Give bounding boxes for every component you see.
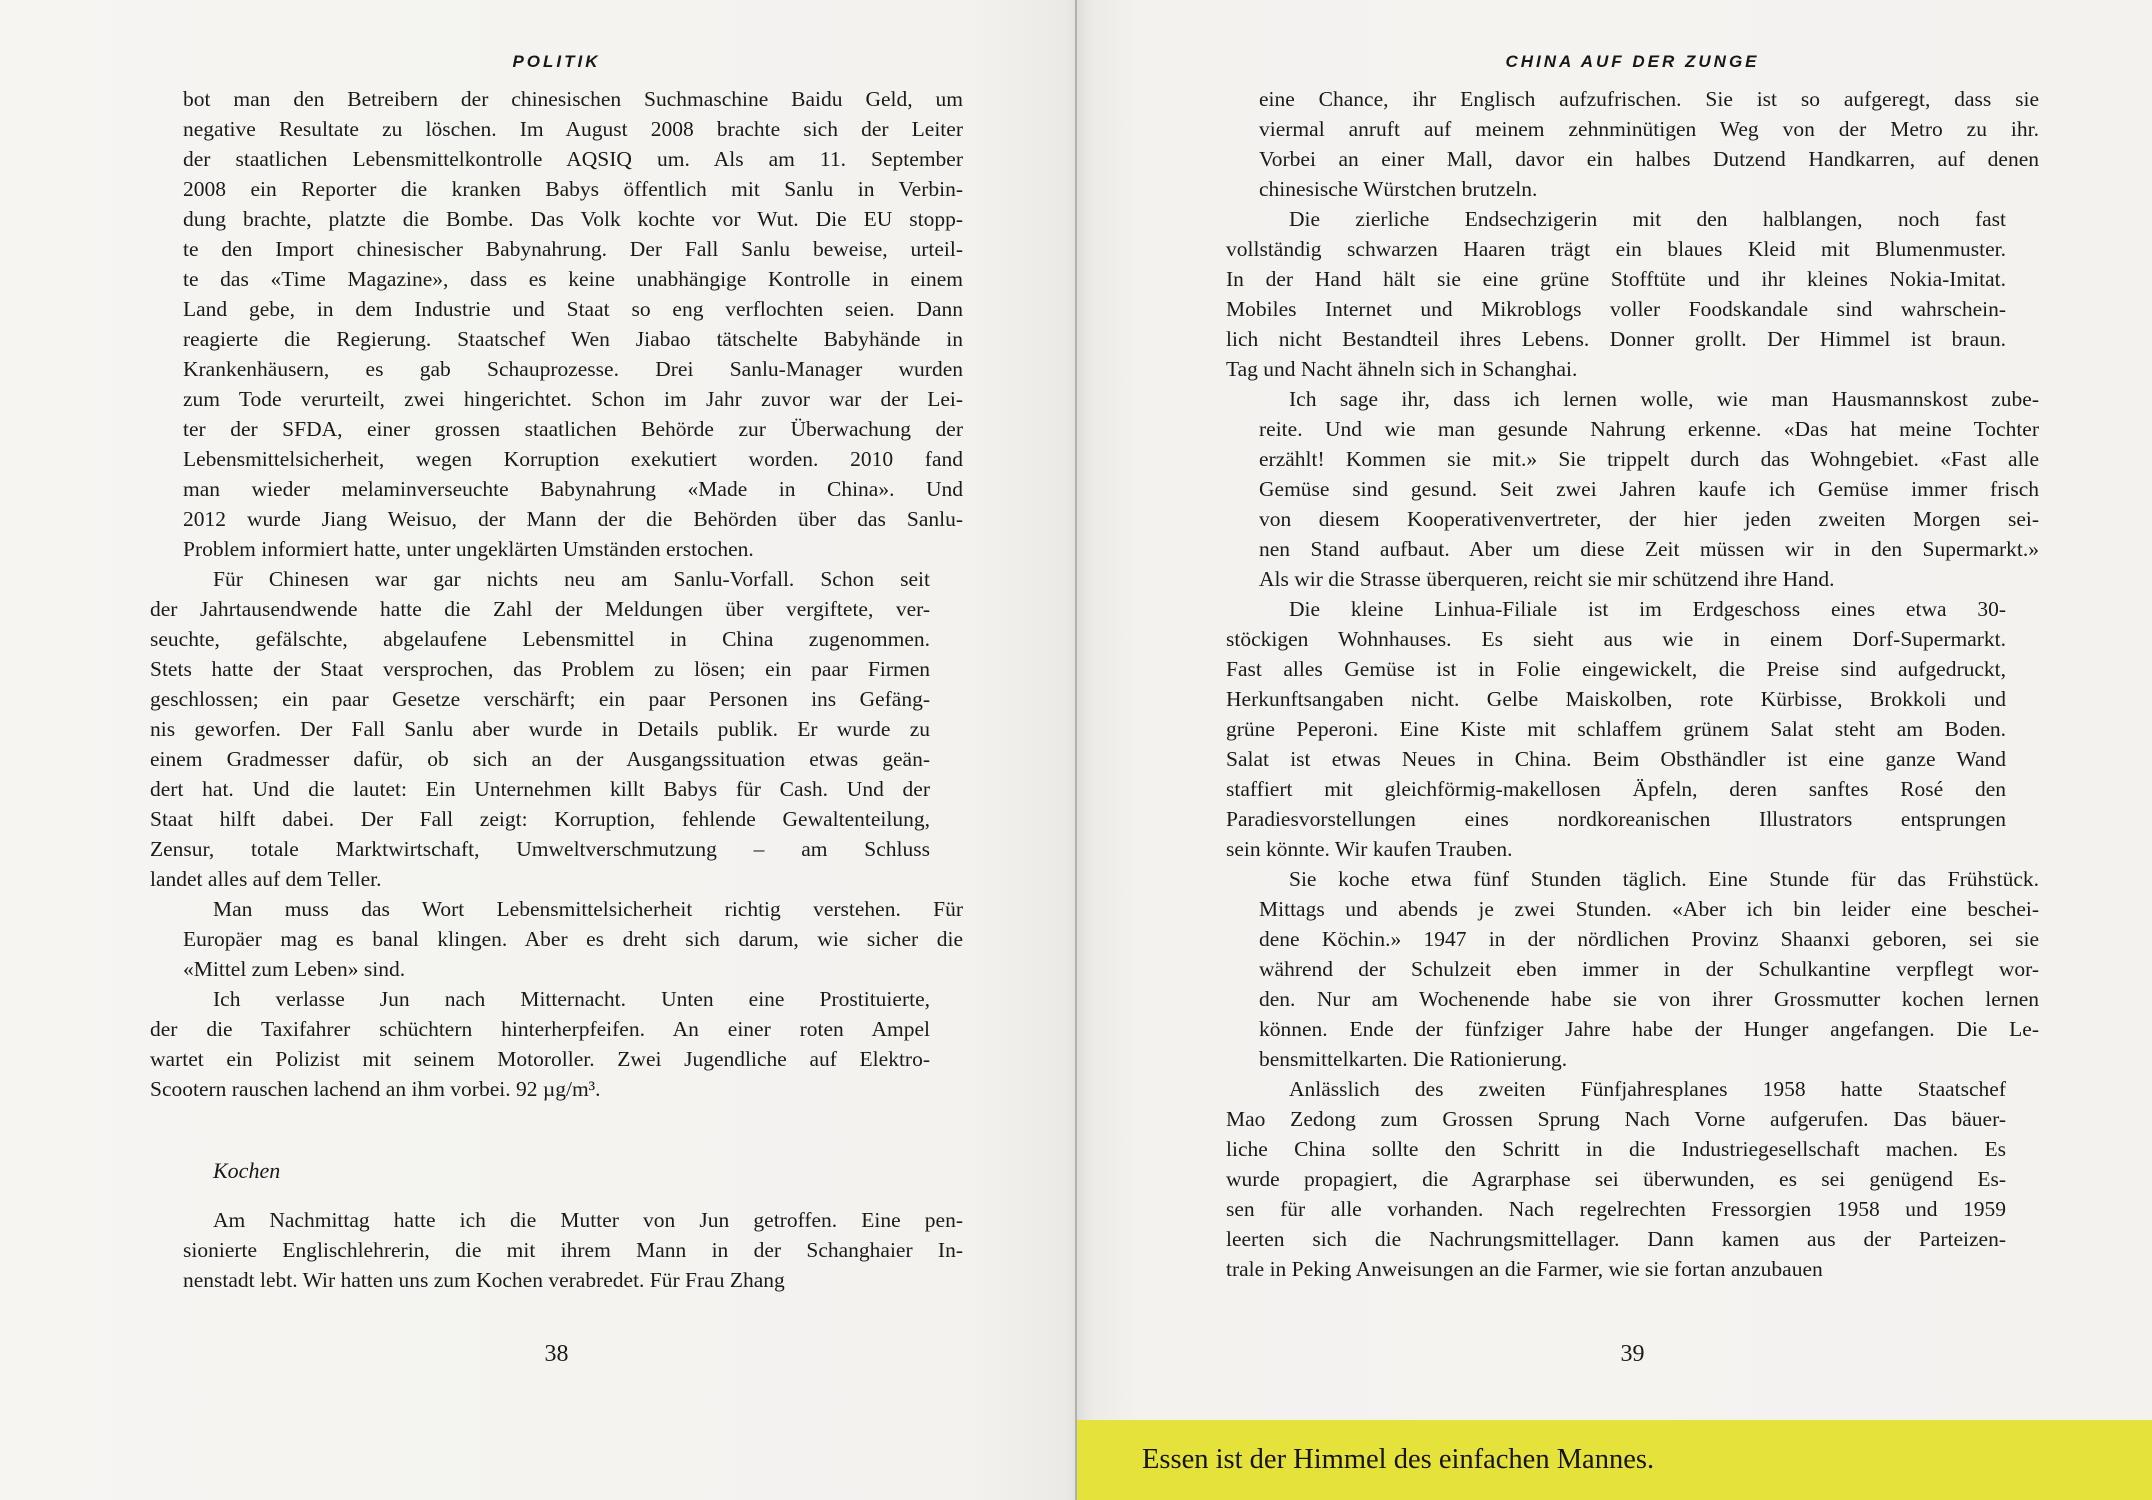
text-line: Die zierliche Endsechzigerin mit den halblangen, noch fast	[1289, 207, 2006, 231]
text-line: «Mittel zum Leben» sind.	[183, 957, 406, 981]
right-page	[1076, 0, 2152, 1500]
text-line: reagierte die Regierung. Staatschef Wen Jiabao tätschelte Babyhände in	[183, 327, 963, 351]
right-text-column	[1226, 84, 2039, 1284]
text-line: wartet ein Polizist mit seinem Motoroller. Zwei Jugendliche auf Elektro-	[150, 1047, 930, 1071]
text-line: bot man den Betreibern der chinesischen Suchmaschine Baidu Geld, um	[183, 87, 963, 111]
text-line: Fast alles Gemüse ist in Folie eingewickelt, die Preise sind aufgedruckt,	[1226, 657, 2006, 681]
text-line: der die Taxifahrer schüchtern hinterherpfeifen. An einer roten Ampel	[150, 1017, 930, 1041]
text-line: 2012 wurde Jiang Weisuo, der Mann der die Behörden über das Sanlu-	[183, 507, 963, 531]
text-line: staffiert mit gleichförmig-makellosen Äpfeln, deren sanftes Rosé den	[1226, 777, 2006, 801]
text-line: te den Import chinesischer Babynahrung. Der Fall Sanlu beweise, urteil-	[183, 237, 963, 261]
paragraph	[1226, 594, 2006, 864]
text-line: viermal anruft auf meinem zehnminütigen Weg von der Metro zu ihr.	[1259, 117, 2039, 141]
text-line: eine Chance, ihr Englisch aufzufrischen. Sie ist so aufgeregt, dass sie	[1259, 87, 2039, 111]
text-line: sionierte Englischlehrerin, die mit ihrem Mann in der Schanghaier In-	[183, 1238, 963, 1262]
text-line: den. Nur am Wochenende habe sie von ihrer Grossmutter kochen lernen	[1259, 987, 2039, 1011]
text-line: Die kleine Linhua-Filiale ist im Erdgeschoss eines etwa 30-	[1289, 597, 2006, 621]
text-line: seuchte, gefälschte, abgelaufene Lebensmittel in China zugenommen.	[150, 627, 930, 651]
page-gutter	[1075, 0, 1077, 1500]
text-line: landet alles auf dem Teller.	[150, 867, 382, 891]
text-line: zum Tode verurteilt, zwei hingerichtet. Schon im Jahr zuvor war der Lei-	[183, 387, 963, 411]
text-line: können. Ende der fünfziger Jahre habe der Hunger angefangen. Die Le-	[1259, 1017, 2039, 1041]
paragraph	[183, 894, 963, 984]
paragraph	[1226, 204, 2006, 384]
text-line: dert hat. Und die lautet: Ein Unternehmen killt Babys für Cash. Und der	[150, 777, 930, 801]
text-line: dung brachte, platzte die Bombe. Das Volk kochte vor Wut. Die EU stopp-	[183, 207, 963, 231]
text-line: In der Hand hält sie eine grüne Stofftüte und ihr kleines Nokia-Imitat.	[1226, 267, 2006, 291]
text-line: Land gebe, in dem Industrie und Staat so eng verflochten seien. Dann	[183, 297, 963, 321]
text-line: der Jahrtausendwende hatte die Zahl der Meldungen über vergiftete, ver-	[150, 597, 930, 621]
text-line: negative Resultate zu löschen. Im August 2008 brachte sich der Leiter	[183, 117, 963, 141]
text-line: Man muss das Wort Lebensmittelsicherheit richtig verstehen. Für	[213, 897, 963, 921]
text-line: nen Stand aufbaut. Aber um diese Zeit müssen wir in den Supermarkt.»	[1259, 537, 2039, 561]
left-text-column	[150, 84, 963, 1295]
text-line: Krankenhäusern, es gab Schauprozesse. Drei Sanlu-Manager wurden	[183, 357, 963, 381]
text-line: Tag und Nacht ähneln sich in Schanghai.	[1226, 357, 1578, 381]
text-line: Mittags und abends je zwei Stunden. «Aber ich bin leider eine beschei-	[1259, 897, 2039, 921]
text-line: lich nicht Bestandteil ihres Lebens. Donner grollt. Der Himmel ist braun.	[1226, 327, 2006, 351]
quote-banner	[1076, 1420, 2152, 1500]
page-number-right: 39	[1620, 1341, 1645, 1367]
text-line: von diesem Kooperativenvertreter, der hier jeden zweiten Morgen sei-	[1259, 507, 2039, 531]
text-line: Am Nachmittag hatte ich die Mutter von Jun getroffen. Eine pen-	[213, 1208, 963, 1232]
text-line: geschlossen; ein paar Gesetze verschärft; ein paar Personen ins Gefäng-	[150, 687, 930, 711]
text-line: te das «Time Magazine», dass es keine unabhängige Kontrolle in einem	[183, 267, 963, 291]
text-line: grüne Peperoni. Eine Kiste mit schlaffem grünem Salat steht am Boden.	[1226, 717, 2006, 741]
text-line: ter der SFDA, einer grossen staatlichen Behörde zur Überwachung der	[183, 417, 963, 441]
text-line: nis geworfen. Der Fall Sanlu aber wurde in Details publik. Er wurde zu	[150, 717, 930, 741]
text-line: reite. Und wie man gesunde Nahrung erkenne. «Das hat meine Tochter	[1259, 417, 2039, 441]
text-line: Paradiesvorstellungen eines nordkoreanischen Illustrators entsprungen	[1226, 807, 2006, 831]
text-line: Vorbei an einer Mall, davor ein halbes Dutzend Handkarren, auf denen	[1259, 147, 2039, 171]
paragraph	[183, 84, 963, 564]
text-line: stöckigen Wohnhauses. Es sieht aus wie in einem Dorf-Supermarkt.	[1226, 627, 2006, 651]
text-line: erzählt! Kommen sie mit.» Sie trippelt durch das Wohngebiet. «Fast alle	[1259, 447, 2039, 471]
running-header-left: POLITIK	[512, 52, 601, 71]
text-line: Anlässlich des zweiten Fünfjahresplanes 1958 hatte Staatschef	[1289, 1077, 2006, 1101]
text-line: Salat ist etwas Neues in China. Beim Obsthändler ist eine ganze Wand	[1226, 747, 2006, 771]
paragraph	[1226, 1074, 2006, 1284]
text-line: Herkunftsangaben nicht. Gelbe Maiskolben, rote Kürbisse, Brokkoli und	[1226, 687, 2006, 711]
text-line: Mobiles Internet und Mikroblogs voller Foodskandale sind wahrschein-	[1226, 297, 2006, 321]
paragraph	[1259, 384, 2039, 594]
text-line: wurde propagiert, die Agrarphase sei überwunden, es sei genügend Es-	[1226, 1167, 2006, 1191]
text-line: Problem informiert hatte, unter ungeklärten Umständen erstochen.	[183, 537, 754, 561]
running-header-right: CHINA AUF DER ZUNGE	[1505, 52, 1760, 71]
text-line: liche China sollte den Schritt in die Industriegesellschaft machen. Es	[1226, 1137, 2006, 1161]
text-line: 2008 ein Reporter die kranken Babys öffentlich mit Sanlu in Verbin-	[183, 177, 963, 201]
text-line: chinesische Würstchen brutzeln.	[1259, 177, 1538, 201]
paragraph	[150, 564, 930, 894]
text-line: der staatlichen Lebensmittelkontrolle AQSIQ um. Als am 11. September	[183, 147, 963, 171]
text-line: vollständig schwarzen Haaren trägt ein blaues Kleid mit Blumenmuster.	[1226, 237, 2006, 261]
text-line: Als wir die Strasse überqueren, reicht sie mir schützend ihre Hand.	[1259, 567, 1835, 591]
text-line: sen für alle vorhanden. Nach regelrechten Fressorgien 1958 und 1959	[1226, 1197, 2006, 1221]
text-line: Ich sage ihr, dass ich lernen wolle, wie man Hausmannskost zube-	[1289, 387, 2039, 411]
text-line: Europäer mag es banal klingen. Aber es dreht sich darum, wie sicher die	[183, 927, 963, 951]
text-line: Mao Zedong zum Grossen Sprung Nach Vorne aufgerufen. Das bäuer-	[1226, 1107, 2006, 1131]
quote-text: Essen ist der Himmel des einfachen Mannes.	[1142, 1444, 1655, 1475]
text-line: leerten sich die Nachrungsmittellager. Dann kamen aus der Parteizen-	[1226, 1227, 2006, 1251]
text-line: Scootern rauschen lachend an ihm vorbei. 92 µg/m³.	[150, 1077, 601, 1101]
text-line: Gemüse sind gesund. Seit zwei Jahren kaufe ich Gemüse immer frisch	[1259, 477, 2039, 501]
text-line: während der Schulzeit eben immer in der Schulkantine verpflegt wor-	[1259, 957, 2039, 981]
text-line: einem Gradmesser dafür, ob sich an der Ausgangssituation etwas geän-	[150, 747, 930, 771]
text-line: nenstadt lebt. Wir hatten uns zum Kochen verabredet. Für Frau Zhang	[183, 1268, 785, 1292]
paragraph	[1259, 84, 2039, 204]
paragraph	[1259, 864, 2039, 1074]
section-heading: Kochen	[213, 1158, 281, 1183]
page-number-left: 38	[544, 1341, 569, 1367]
text-line: man wieder melaminverseuchte Babynahrung «Made in China». Und	[183, 477, 963, 501]
text-line: Zensur, totale Marktwirtschaft, Umweltverschmutzung – am Schluss	[150, 837, 930, 861]
text-line: bensmittelkarten. Die Rationierung.	[1259, 1047, 1568, 1071]
text-line: Ich verlasse Jun nach Mitternacht. Unten eine Prostituierte,	[213, 987, 930, 1011]
text-line: Sie koche etwa fünf Stunden täglich. Eine Stunde für das Frühstück.	[1289, 867, 2039, 891]
paragraph	[150, 984, 930, 1104]
paragraph	[183, 1205, 963, 1295]
text-line: Lebensmittelsicherheit, wegen Korruption exekutiert worden. 2010 fand	[183, 447, 963, 471]
text-line: Staat hilft dabei. Der Fall zeigt: Korruption, fehlende Gewaltenteilung,	[150, 807, 930, 831]
text-line: Für Chinesen war gar nichts neu am Sanlu-Vorfall. Schon seit	[213, 567, 930, 591]
text-line: dene Köchin.» 1947 in der nördlichen Provinz Shaanxi geboren, sei sie	[1259, 927, 2039, 951]
text-line: sein könnte. Wir kaufen Trauben.	[1226, 837, 1513, 861]
text-line: trale in Peking Anweisungen an die Farmer, wie sie fortan anzubauen	[1226, 1257, 1823, 1281]
text-line: Stets hatte der Staat versprochen, das Problem zu lösen; ein paar Firmen	[150, 657, 930, 681]
